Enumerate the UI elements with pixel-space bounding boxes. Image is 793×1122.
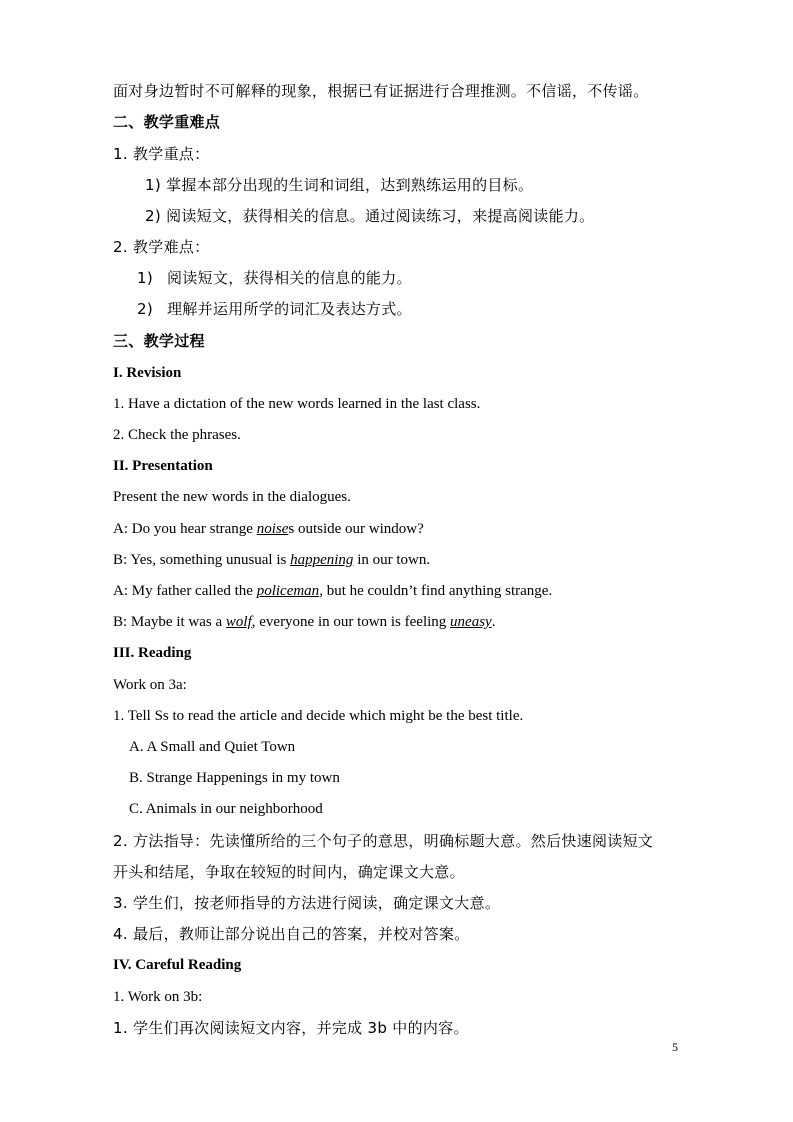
dialogue-line-b1 (113, 550, 430, 570)
page-number: 5 (672, 1040, 678, 1054)
paragraph-intro-end: 面对身边暂时不可解释的现象，根据已有证据进行合理推测。不信谣，不传谣。 (113, 82, 649, 100)
title-option-c: C. Animals in our neighborhood (129, 801, 323, 817)
subheading-focus: 1. 教学重点： (113, 145, 210, 163)
dialogue-line-b2 (113, 612, 495, 632)
list-item-difficulty-1: 阅读短文，获得相关的信息的能力。 (167, 269, 412, 287)
dialogue-line-a2 (113, 581, 552, 601)
dialogue-text: B: Yes, something unusual is (113, 552, 291, 568)
heading-teaching-process: 三、教学过程 (113, 332, 205, 350)
dialogue-text: A: Do you hear strange (113, 521, 257, 537)
reading-step-2: 2. 方法指导：先读懂所给的三个句子的意思，明确标题大意。然后快速阅读短文 (113, 832, 654, 850)
vocab-word-uneasy: uneasy (450, 614, 492, 630)
dialogue-text: in our town. (353, 552, 431, 568)
revision-step-1: 1. Have a dictation of the new words learned in the last class. (113, 396, 481, 412)
section-careful-reading: IV. Careful Reading (113, 957, 242, 973)
careful-reading-task-label: 1. Work on 3b: (113, 989, 203, 1005)
dialogue-text: A: My father called the (113, 583, 257, 599)
dialogue-text: s outside our window? (288, 521, 424, 537)
dialogue-text: , everyone in our town is feeling (251, 614, 451, 630)
list-item-focus-2: 2) 阅读短文，获得相关的信息。通过阅读练习，来提高阅读能力。 (145, 207, 595, 225)
dialogue-text: B: Maybe it was a (113, 614, 226, 630)
reading-task-label: Work on 3a: (113, 677, 187, 693)
dialogue-line-a1 (113, 519, 424, 539)
reading-step-3: 3. 学生们，按老师指导的方法进行阅读，确定课文大意。 (113, 894, 501, 912)
section-reading: III. Reading (113, 645, 192, 661)
title-option-b: B. Strange Happenings in my town (129, 770, 340, 786)
title-option-a: A. A Small and Quiet Town (129, 739, 296, 755)
careful-reading-step-1: 1. 学生们再次阅读短文内容，并完成 3b 中的内容。 (113, 1019, 469, 1037)
revision-step-2: 2. Check the phrases. (113, 427, 241, 443)
dialogue-text: . (491, 614, 496, 630)
section-presentation: II. Presentation (113, 458, 213, 474)
vocab-word-noise: noise (256, 521, 289, 537)
heading-key-points: 二、教学重难点 (113, 113, 221, 131)
vocab-word-wolf: wolf (225, 614, 252, 630)
presentation-intro: Present the new words in the dialogues. (113, 489, 351, 505)
subheading-difficulty: 2. 教学难点： (113, 238, 210, 256)
dialogue-text: , but he couldn’t find anything strange. (319, 583, 553, 599)
list-item-focus-1: 1) 掌握本部分出现的生词和词组，达到熟练运用的目标。 (145, 176, 534, 194)
vocab-word-happening: happening (290, 552, 354, 568)
reading-step-1: 1. Tell Ss to read the article and decide which might be the best title. (113, 708, 524, 724)
vocab-word-policeman: policeman (256, 583, 320, 599)
section-revision: I. Revision (113, 365, 182, 381)
list-marker-difficulty-1: 1) (137, 269, 153, 287)
reading-step-4: 4. 最后，教师让部分说出自己的答案，并校对答案。 (113, 925, 470, 943)
reading-step-2-continued: 开头和结尾，争取在较短的时间内，确定课文大意。 (113, 863, 465, 881)
list-item-difficulty-2: 理解并运用所学的词汇及表达方式。 (167, 300, 412, 318)
list-marker-difficulty-2: 2) (137, 300, 153, 318)
